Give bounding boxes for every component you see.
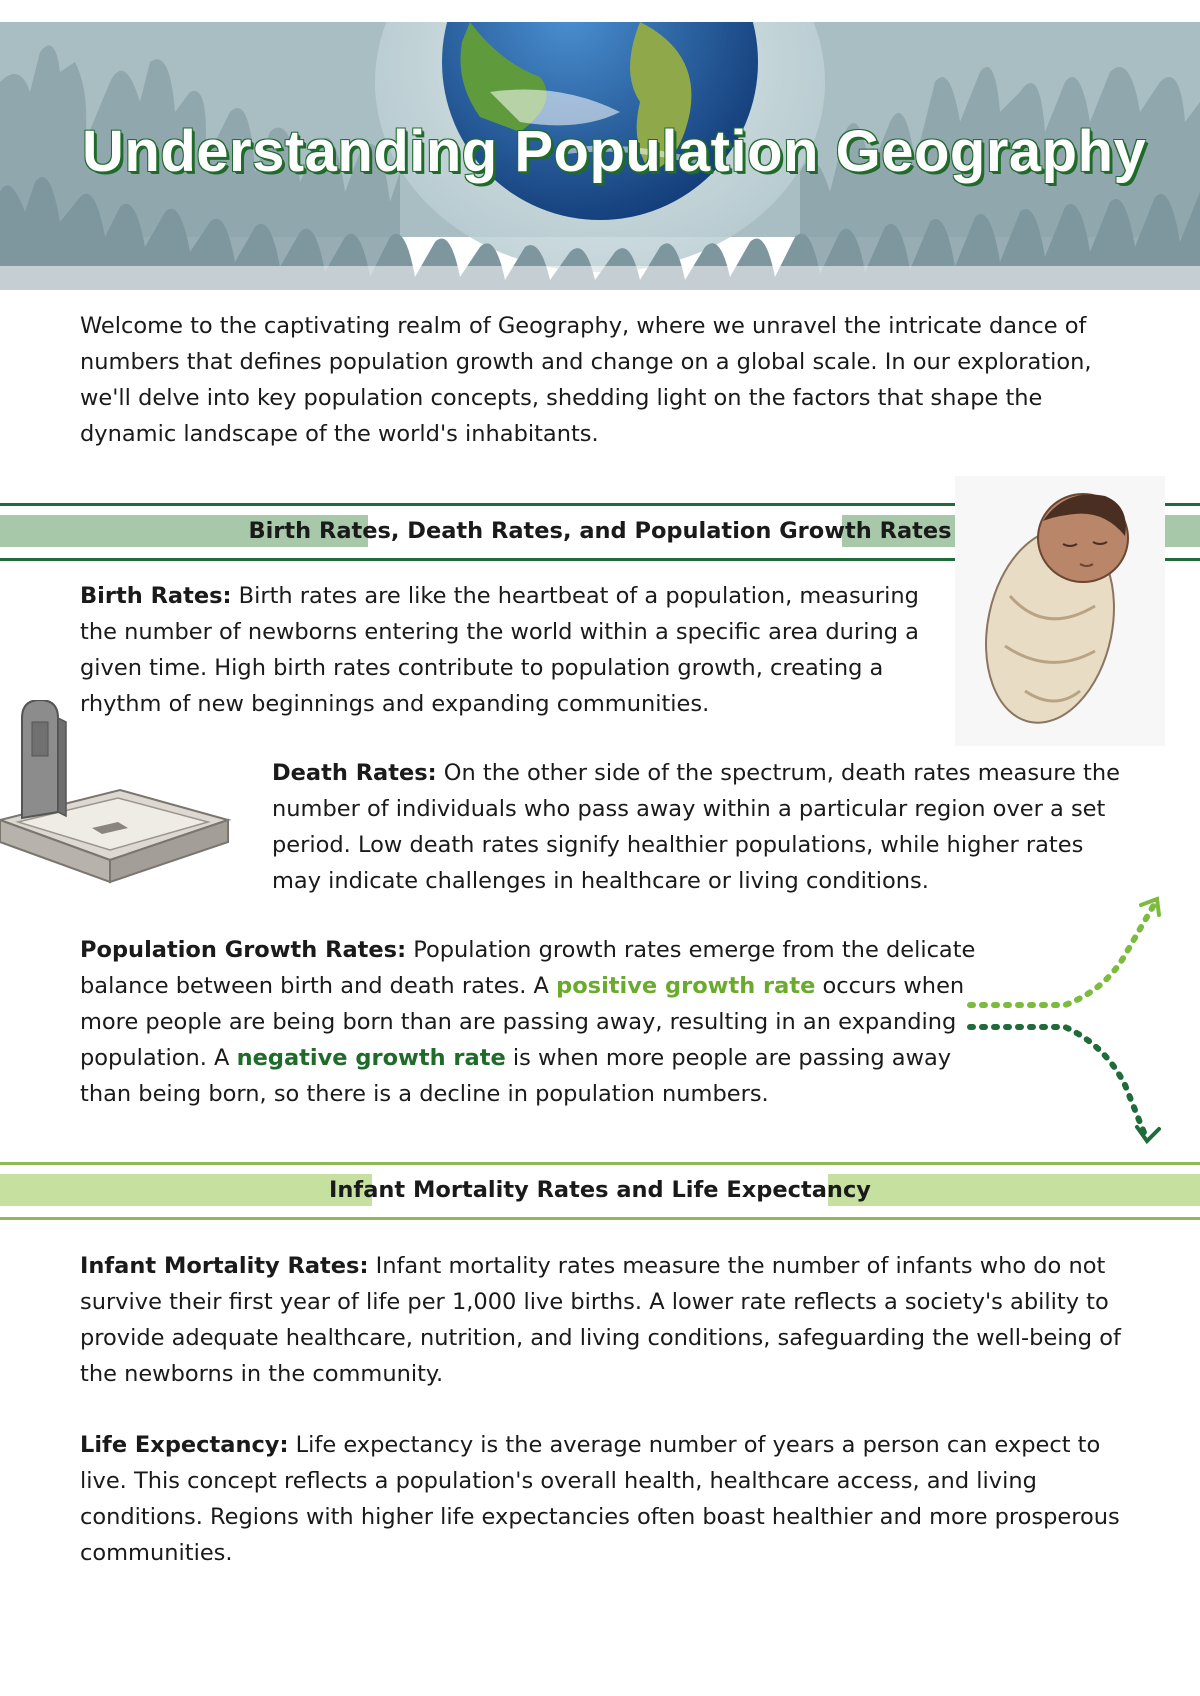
- positive-growth-rate: positive growth rate: [556, 973, 816, 999]
- infant-mortality-text: Infant mortality rates measure the number of infants who do not survive their first year of life per 1,000 live births. A lower rate reflects a society's ability to provide adequate healthcare, nutrition, and living conditions, safeguarding the well-being of the newborns in the community.: [80, 1253, 1121, 1387]
- life-expectancy-text: Life expectancy is the average number of years a person can expect to live. This concept reflects a population's overall health, healthcare access, and living conditions. Regions with higher life expectancies often boast healthier and more prosperous communities.: [80, 1432, 1120, 1566]
- birth-rates-term: Birth Rates:: [80, 583, 232, 609]
- death-rates-paragraph: [272, 755, 1132, 899]
- growth-rates-text-a: Population growth rates emerge from the delicate balance between birth and death rates. A: [80, 937, 976, 999]
- growth-rates-text-b: occurs when more people are being born than are passing away, resulting in an expanding population. A: [80, 973, 965, 1071]
- divider: [0, 1162, 1200, 1165]
- section-title: Infant Mortality Rates and Life Expectancy: [329, 1177, 871, 1203]
- diverging-arrows-icon: [965, 895, 1170, 1150]
- infant-mortality-term: Infant Mortality Rates:: [80, 1253, 369, 1279]
- section-title: Birth Rates, Death Rates, and Population Growth Rates: [248, 518, 952, 544]
- birth-rates-text: Birth rates are like the heartbeat of a population, measuring the number of newborns entering the world within a specific area during a given time. High birth rates contribute to population growth, creating a rhythm of new beginnings and expanding communities.: [80, 583, 919, 717]
- header-banner: [0, 22, 1200, 290]
- infant-mortality-paragraph: [80, 1248, 1130, 1392]
- life-expectancy-term: Life Expectancy:: [80, 1432, 289, 1458]
- divider: [0, 1217, 1200, 1220]
- swaddled-baby-illustration: [955, 476, 1165, 746]
- growth-rates-text-c: is when more people are passing away than being born, so there is a decline in population numbers.: [80, 1045, 952, 1107]
- growth-rates-paragraph: [80, 932, 980, 1112]
- growth-rates-term: Population Growth Rates:: [80, 937, 407, 963]
- page-title: Understanding Population Geography: [82, 119, 1147, 184]
- intro-paragraph: Welcome to the captivating realm of Geography, where we unravel the intricate dance of numbers that defines population growth and change on a global scale. In our exploration, we'll delve into key population concepts, shedding light on the factors that shape the dynamic landscape of the world's inhabitants.: [80, 313, 1092, 447]
- death-rates-text: On the other side of the spectrum, death rates measure the number of individuals who pass away within a particular region over a set period. Low death rates signify healthier populations, while higher rates may indicate challenges in healthcare or living conditions.: [272, 760, 1120, 894]
- negative-growth-rate: negative growth rate: [236, 1045, 506, 1071]
- grave-illustration: [0, 700, 232, 900]
- death-rates-term: Death Rates:: [272, 760, 437, 786]
- life-expectancy-paragraph: [80, 1427, 1130, 1571]
